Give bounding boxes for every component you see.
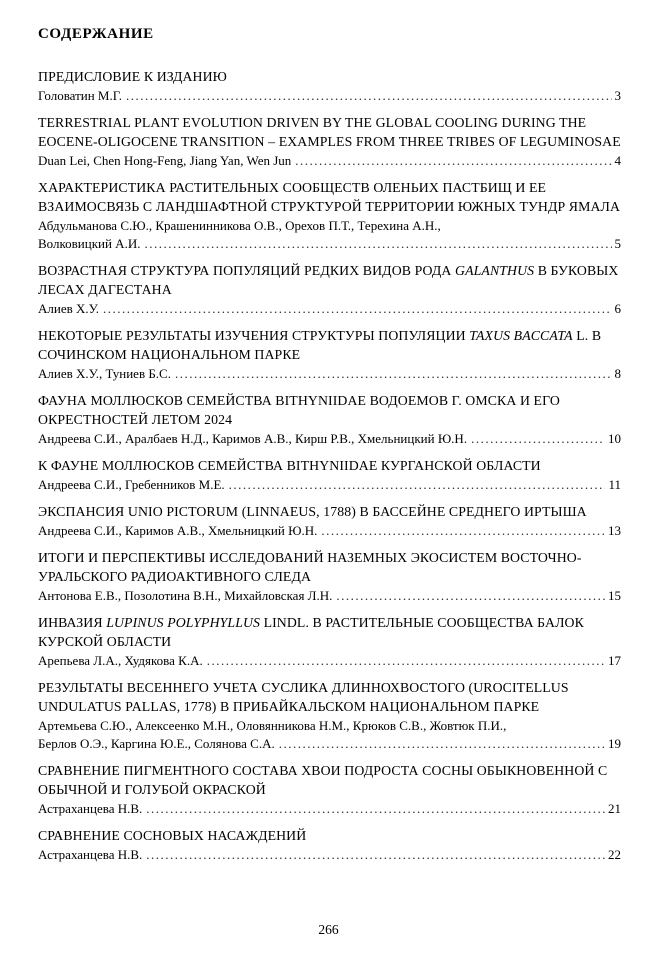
entry-authors-line [38, 587, 621, 604]
toc-entry [38, 502, 621, 539]
entry-title [38, 113, 621, 151]
entry-page-number: 17 [608, 653, 621, 668]
entry-title [38, 678, 621, 716]
entry-page-number: 13 [608, 523, 621, 538]
entry-title [38, 391, 621, 429]
dot-leader [279, 735, 605, 752]
entry-authors-line [38, 365, 621, 382]
footer-page-number: 266 [318, 922, 339, 937]
entry-title [38, 178, 621, 216]
entry-title-text: НЕКОТОРЫЕ РЕЗУЛЬТАТЫ ИЗУЧЕНИЯ СТРУКТУРЫ ПОПУЛЯЦИИ [38, 328, 470, 343]
entry-authors-line [38, 300, 621, 317]
toc-entries [38, 67, 621, 863]
entry-authors: Астраханцева Н.В. [38, 847, 143, 862]
toc-entry [38, 826, 621, 863]
dot-leader [471, 430, 605, 447]
entry-title-latin-name: TAXUS BACCATA [469, 328, 573, 343]
entry-authors-line [38, 235, 621, 252]
entry-title-text: ИТОГИ И ПЕРСПЕКТИВЫ ИССЛЕДОВАНИЙ НАЗЕМНЫХ ЭКОСИСТЕМ ВОСТОЧНО-УРАЛЬСКОГО РАДИОАКТИВНОГО СЛЕДА [38, 550, 582, 584]
entry-page-number: 19 [608, 736, 621, 751]
entry-title-text: СРАВНЕНИЕ ПИГМЕНТНОГО СОСТАВА ХВОИ ПОДРОСТА СОСНЫ ОБЫКНОВЕННОЙ С ОБЫЧНОЙ И ГОЛУБОЙ ОКРАСКОЙ [38, 763, 608, 797]
toc-entry [38, 456, 621, 493]
dot-leader [144, 235, 611, 252]
dot-leader [295, 152, 611, 169]
toc-entry [38, 67, 621, 104]
entry-title-text: СРАВНЕНИЕ СОСНОВЫХ НАСАЖДЕНИЙ [38, 828, 307, 843]
entry-page-number: 8 [614, 366, 621, 381]
dot-leader [146, 846, 605, 863]
entry-title-text: LINDL. В РАСТИТЕЛЬНЫЕ СООБЩЕСТВА БАЛОК КУРСКОЙ ОБЛАСТИ [38, 615, 584, 649]
entry-authors-line [38, 652, 621, 669]
entry-title [38, 261, 621, 299]
entry-authors: Андреева С.И., Гребенников М.Е. [38, 477, 225, 492]
entry-title-text: РЕЗУЛЬТАТЫ ВЕСЕННЕГО УЧЕТА СУСЛИКА ДЛИННОХВОСТОГО (UROCITELLUS UNDULATUS PALLAS, 1778) В ПРИБАЙКАЛЬСКОМ НАЦИОНАЛЬНОМ ПАРКЕ [38, 680, 569, 714]
dot-leader [336, 587, 605, 604]
entry-title-text: L. В СОЧИНСКОМ НАЦИОНАЛЬНОМ ПАРКЕ [38, 328, 602, 362]
entry-page-number: 10 [608, 431, 621, 446]
dot-leader [321, 522, 605, 539]
entry-page-number: 6 [614, 301, 621, 316]
dot-leader [146, 800, 605, 817]
dot-leader [126, 87, 611, 104]
entry-authors: Андреева С.И., Аралбаев Н.Д., Каримов А.В., Кирш Р.В., Хмельницкий Ю.Н. [38, 431, 468, 446]
entry-authors: Арепьева Л.А., Худякова К.А. [38, 653, 203, 668]
entry-authors: Антонова Е.В., Позолотина В.Н., Михайловская Л.Н. [38, 588, 333, 603]
entry-authors-line [38, 87, 621, 104]
dot-leader [207, 652, 605, 669]
toc-entry [38, 178, 621, 252]
entry-authors-line: Абдульманова С.Ю., Крашенинникова О.В., Орехов П.Т., Терехина А.Н., [38, 218, 441, 233]
toc-entry [38, 613, 621, 669]
entry-title-latin-name: LUPINUS POLYPHYLLUS [106, 615, 261, 630]
toc-entry [38, 391, 621, 447]
entry-title-text: ИНВАЗИЯ [38, 615, 107, 630]
entry-page-number: 4 [614, 153, 621, 168]
toc-entry [38, 113, 621, 169]
entry-title [38, 326, 621, 364]
entry-title-text: TERRESTRIAL PLANT EVOLUTION DRIVEN BY THE GLOBAL COOLING DURING THE EOCENE-OLIGOCENE TRANSITION – EXAMPLES FROM THREE TRIBES OF LEGUMINOSAE [38, 115, 621, 149]
entry-page-number: 21 [608, 801, 621, 816]
entry-authors-line [38, 476, 621, 493]
entry-title-text: ЭКСПАНСИЯ UNIO PICTORUM (LINNAEUS, 1788) В БАССЕЙНЕ СРЕДНЕГО ИРТЫША [38, 504, 587, 519]
dot-leader [175, 365, 612, 382]
entry-page-number: 22 [608, 847, 621, 862]
entry-title-latin-name: GALANTHUS [455, 263, 535, 278]
toc-entry [38, 261, 621, 317]
entry-authors: Андреева С.И., Каримов А.В., Хмельницкий Ю.Н. [38, 523, 318, 538]
dot-leader [229, 476, 606, 493]
entry-authors: Алиев Х.У. [38, 301, 99, 316]
entry-title-text: ХАРАКТЕРИСТИКА РАСТИТЕЛЬНЫХ СООБЩЕСТВ ОЛЕНЬИХ ПАСТБИЩ И ЕЕ ВЗАИМОСВЯЗЬ С ЛАНДШАФТНОЙ СТРУКТУРОЙ ТЕРРИТОРИИ ЮЖНЫХ ТУНДР ЯМАЛА [38, 180, 621, 214]
entry-title-text: ПРЕДИСЛОВИЕ К ИЗДАНИЮ [38, 69, 227, 84]
entry-authors-line [38, 522, 621, 539]
entry-authors: Duan Lei, Chen Hong-Feng, Jiang Yan, Wen Jun [38, 153, 292, 168]
entry-page-number: 11 [608, 477, 621, 492]
entry-title [38, 548, 621, 586]
entry-authors-line [38, 430, 621, 447]
entry-page-number: 3 [614, 88, 621, 103]
entry-title-text: В БУКОВЫХ ЛЕСАХ ДАГЕСТАНА [38, 263, 619, 297]
entry-page-number: 5 [614, 236, 621, 251]
toc-heading: СОДЕРЖАНИЕ [38, 26, 154, 42]
entry-title [38, 761, 621, 799]
dot-leader [103, 300, 612, 317]
entry-title [38, 456, 621, 475]
entry-title [38, 613, 621, 651]
entry-authors-line [38, 800, 621, 817]
entry-authors: Головатин М.Г. [38, 88, 123, 103]
entry-title-text: ФАУНА МОЛЛЮСКОВ СЕМЕЙСТВА BITHYNIIDAE ВОДОЕМОВ Г. ОМСКА И ЕГО ОКРЕСТНОСТЕЙ ЛЕТОМ 2024 [38, 393, 560, 427]
entry-title-text: К ФАУНЕ МОЛЛЮСКОВ СЕМЕЙСТВА BITHYNIIDAE КУРГАНСКОЙ ОБЛАСТИ [38, 458, 541, 473]
entry-title-text: ВОЗРАСТНАЯ СТРУКТУРА ПОПУЛЯЦИЙ РЕДКИХ ВИДОВ РОДА [38, 263, 456, 278]
entry-page-number: 15 [608, 588, 621, 603]
toc-entry [38, 678, 621, 752]
entry-authors: Астраханцева Н.В. [38, 801, 143, 816]
entry-authors: Волковицкий А.И. [38, 236, 141, 251]
entry-title [38, 502, 621, 521]
entry-authors-line [38, 735, 621, 752]
entry-title [38, 826, 621, 845]
toc-entry [38, 548, 621, 604]
entry-authors: Берлов О.Э., Каргина Ю.Е., Солянова С.А. [38, 736, 275, 751]
entry-authors-line: Артемьева С.Ю., Алексеенко М.Н., Оловянникова Н.М., Крюков С.В., Жовтюк П.И., [38, 718, 507, 733]
entry-authors-line [38, 846, 621, 863]
toc-entry [38, 326, 621, 382]
entry-authors: Алиев Х.У., Туниев Б.С. [38, 366, 171, 381]
entry-title [38, 67, 621, 86]
toc-entry [38, 761, 621, 817]
entry-authors-line [38, 152, 621, 169]
